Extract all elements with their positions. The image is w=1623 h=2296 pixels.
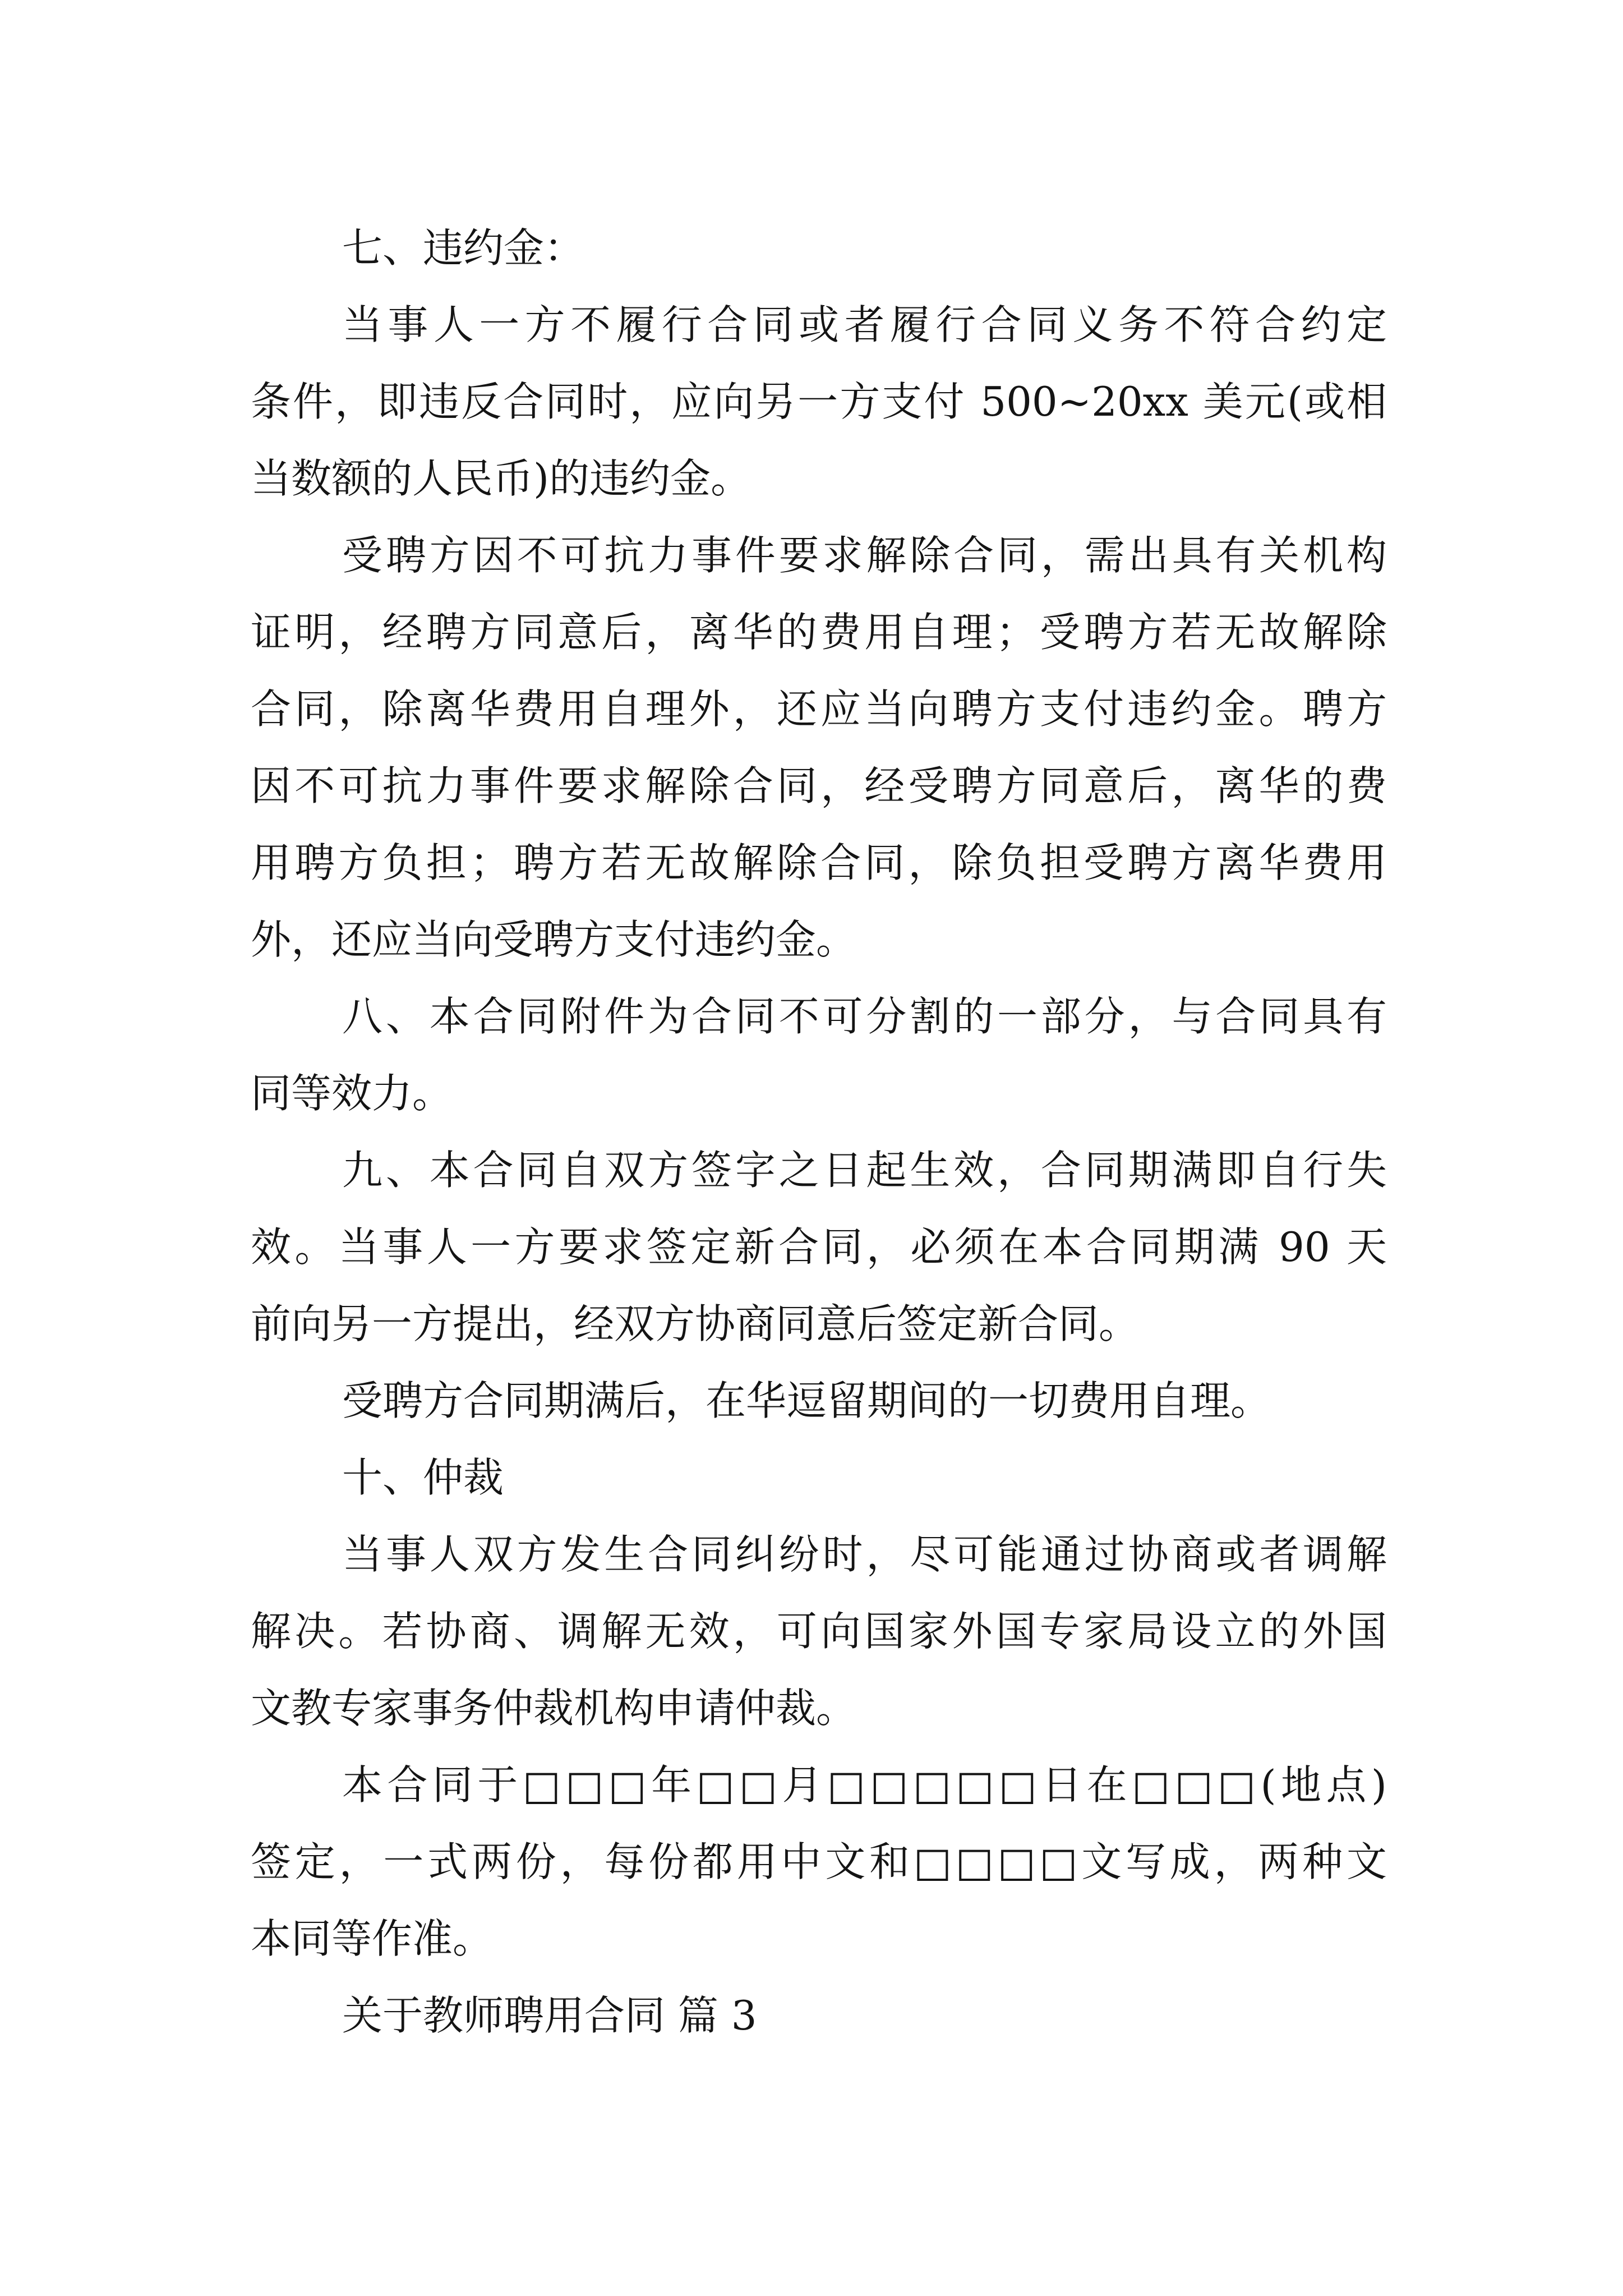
- paragraph-line: 八、本合同附件为合同不可分割的一部分，与合同具有: [342, 993, 1387, 1040]
- paragraph-line: 用聘方负担；聘方若无故解除合同，除负担受聘方离华费用: [251, 839, 1387, 886]
- paragraph-line: 当事人一方不履行合同或者履行合同义务不符合约定: [342, 301, 1387, 348]
- paragraph: [251, 1516, 1387, 1747]
- paragraph-line: 受聘方合同期满后，在华逗留期间的一切费用自理。: [342, 1377, 1271, 1424]
- paragraph-line: 受聘方因不可抗力事件要求解除合同，需出具有关机构: [342, 532, 1387, 579]
- paragraph-line: 本合同于□□□年□□月□□□□□日在□□□(地点): [342, 1761, 1387, 1809]
- section-heading-penalty: [251, 210, 1387, 287]
- section-heading-arbitration: [251, 1439, 1387, 1516]
- document-body: [251, 210, 1387, 2054]
- paragraph-line: 合同，除离华费用自理外，还应当向聘方支付违约金。聘方: [251, 685, 1387, 733]
- heading-line: 关于教师聘用合同 篇 3: [342, 1992, 757, 2039]
- paragraph: [251, 1363, 1387, 1439]
- paragraph-line: 因不可抗力事件要求解除合同，经受聘方同意后，离华的费: [251, 762, 1387, 809]
- paragraph-line: 当事人双方发生合同纠纷时，尽可能通过协商或者调解: [342, 1531, 1387, 1578]
- paragraph-line: 九、本合同自双方签字之日起生效，合同期满即自行失: [342, 1147, 1387, 1194]
- paragraph-line: 文教专家事务仲裁机构申请仲裁。: [251, 1685, 857, 1732]
- paragraph: [251, 978, 1387, 1132]
- heading-line: 七、违约金：: [342, 224, 585, 272]
- next-section-title: [251, 1977, 1387, 2054]
- paragraph-line: 条件，即违反合同时，应向另一方支付 500~20xx 美元(或相: [251, 378, 1387, 425]
- paragraph-line: 前向另一方提出，经双方协商同意后签定新合同。: [251, 1300, 1140, 1347]
- paragraph: [251, 287, 1387, 517]
- paragraph-line: 效。当事人一方要求签定新合同，必须在本合同期满 90 天: [251, 1223, 1387, 1271]
- paragraph-line: 证明，经聘方同意后，离华的费用自理；受聘方若无故解除: [251, 609, 1387, 656]
- paragraph-line: 签定，一式两份，每份都用中文和□□□□文写成，两种文: [251, 1838, 1387, 1885]
- paragraph: [251, 517, 1387, 978]
- paragraph-line: 当数额的人民币)的违约金。: [251, 455, 751, 502]
- paragraph-line: 解决。若协商、调解无效，可向国家外国专家局设立的外国: [251, 1608, 1387, 1655]
- heading-line: 十、仲裁: [342, 1454, 504, 1501]
- paragraph-line: 外，还应当向受聘方支付违约金。: [251, 916, 857, 963]
- paragraph-line: 本同等作准。: [251, 1915, 494, 1962]
- paragraph-line: 同等效力。: [251, 1070, 453, 1117]
- paragraph: [251, 1747, 1387, 1977]
- paragraph: [251, 1132, 1387, 1363]
